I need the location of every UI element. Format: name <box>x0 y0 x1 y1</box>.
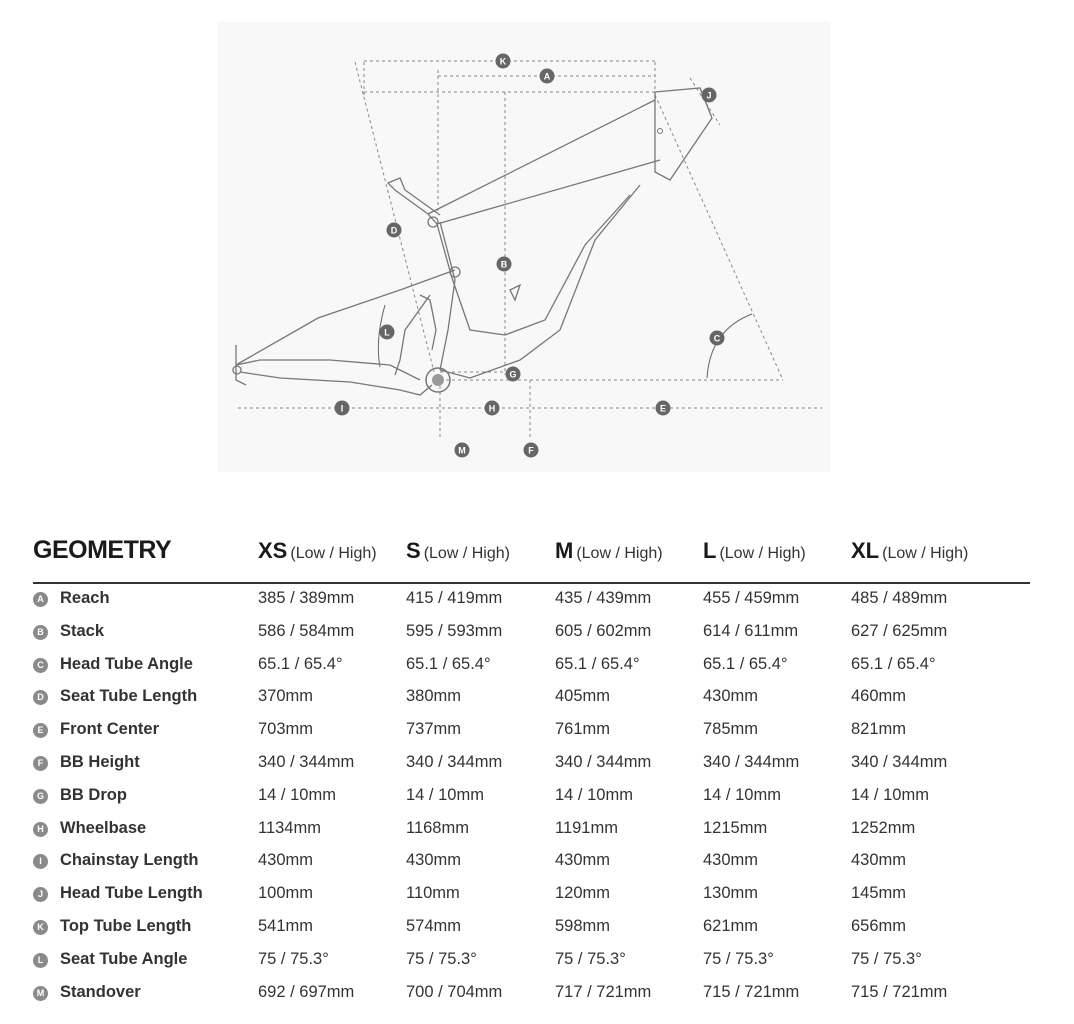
row-key-badge: C <box>33 658 48 673</box>
row-value: 715 / 721mm <box>851 982 948 1001</box>
row-value: 595 / 593mm <box>406 621 503 640</box>
svg-text:B: B <box>500 259 508 270</box>
table-title: GEOMETRY <box>33 536 172 564</box>
table-row <box>33 846 1030 879</box>
size-header-xs: XS (Low / High) <box>258 538 377 563</box>
row-label: Seat Tube Length <box>60 687 198 706</box>
row-value: 100mm <box>258 884 314 903</box>
row-label: Head Tube Angle <box>60 654 193 673</box>
row-value: 485 / 489mm <box>851 589 948 607</box>
row-value: 605 / 602mm <box>555 621 652 640</box>
row-label: Top Tube Length <box>60 916 192 935</box>
frame-geometry-diagram <box>0 0 1074 490</box>
size-header-m: M (Low / High) <box>555 538 663 563</box>
row-key-badge: H <box>33 822 48 837</box>
table-row <box>33 781 1030 814</box>
row-key-badge: I <box>33 854 48 869</box>
row-key-badge: M <box>33 986 48 1001</box>
table-row <box>33 912 1030 945</box>
row-value: 703mm <box>258 720 314 739</box>
row-value: 460mm <box>851 687 907 706</box>
row-value: 761mm <box>555 720 611 739</box>
svg-text:H: H <box>488 403 496 414</box>
row-label: Wheelbase <box>60 818 147 837</box>
row-value: 785mm <box>703 720 759 739</box>
row-value: 430mm <box>703 851 759 870</box>
row-key-badge: J <box>33 887 48 902</box>
svg-text:L: L <box>384 327 390 338</box>
callout-d <box>387 223 402 238</box>
svg-text:A: A <box>543 71 551 82</box>
row-value: 65.1 / 65.4° <box>703 654 788 673</box>
table-row <box>33 650 1030 683</box>
table-row <box>33 945 1030 978</box>
row-value: 614 / 611mm <box>703 621 799 640</box>
callout-j <box>702 88 717 103</box>
svg-text:J: J <box>706 90 712 101</box>
table-row <box>33 617 1030 650</box>
svg-text:F: F <box>528 445 534 456</box>
row-value: 14 / 10mm <box>406 785 484 804</box>
row-value: 415 / 419mm <box>406 589 503 607</box>
table-row <box>33 748 1030 781</box>
row-value: 627 / 625mm <box>851 621 948 640</box>
row-key-badge: A <box>33 592 48 607</box>
row-value: 430mm <box>703 687 759 706</box>
svg-text:E: E <box>659 403 667 414</box>
row-key-badge: G <box>33 789 48 804</box>
row-value: 405mm <box>555 687 611 706</box>
row-value: 120mm <box>555 884 611 903</box>
row-label: Reach <box>60 589 110 607</box>
row-value: 340 / 344mm <box>703 752 800 771</box>
row-value: 586 / 584mm <box>258 621 355 640</box>
row-value: 821mm <box>851 720 907 739</box>
callout-m <box>455 443 470 458</box>
row-key-badge: L <box>33 953 48 968</box>
row-value: 1134mm <box>258 818 321 837</box>
size-header-xl: XL (Low / High) <box>851 538 969 563</box>
bottom-bracket-center <box>432 374 444 386</box>
callout-i <box>335 401 350 416</box>
table-row <box>33 682 1030 715</box>
row-value: 700 / 704mm <box>406 982 503 1001</box>
callout-c <box>710 331 725 346</box>
table-header <box>33 530 1030 584</box>
size-header-l: L (Low / High) <box>703 538 806 563</box>
geometry-table <box>33 530 1030 1010</box>
svg-text:M: M <box>458 445 466 456</box>
row-value: 340 / 344mm <box>406 752 503 771</box>
row-label: Front Center <box>60 720 159 739</box>
row-value: 692 / 697mm <box>258 982 355 1001</box>
row-value: 14 / 10mm <box>258 785 336 804</box>
row-value: 656mm <box>851 916 907 935</box>
row-value: 130mm <box>703 884 759 903</box>
callout-g <box>506 367 521 382</box>
svg-text:I: I <box>340 403 344 414</box>
svg-text:C: C <box>713 333 721 344</box>
row-label: BB Height <box>60 752 140 771</box>
row-value: 430mm <box>406 851 462 870</box>
row-value: 430mm <box>258 851 314 870</box>
row-value: 1168mm <box>406 818 469 837</box>
table-row <box>33 814 1030 847</box>
row-value: 75 / 75.3° <box>555 949 626 968</box>
size-header-s: S (Low / High) <box>406 538 510 563</box>
row-value: 574mm <box>406 916 462 935</box>
row-value: 65.1 / 65.4° <box>851 654 936 673</box>
row-key-badge: D <box>33 690 48 705</box>
row-value: 340 / 344mm <box>555 752 652 771</box>
row-label: Seat Tube Angle <box>60 949 188 968</box>
row-value: 75 / 75.3° <box>851 949 922 968</box>
row-value: 1215mm <box>703 818 768 837</box>
callout-l <box>380 325 395 340</box>
row-value: 370mm <box>258 687 314 706</box>
callout-k <box>496 54 511 69</box>
callout-e <box>656 401 671 416</box>
row-value: 75 / 75.3° <box>703 949 774 968</box>
callout-h <box>485 401 500 416</box>
row-value: 340 / 344mm <box>851 752 948 771</box>
callout-a <box>540 69 555 84</box>
row-key-badge: E <box>33 723 48 738</box>
row-value: 717 / 721mm <box>555 982 652 1001</box>
row-value: 14 / 10mm <box>851 785 929 804</box>
row-value: 435 / 439mm <box>555 589 652 607</box>
row-label: Stack <box>60 621 105 640</box>
callout-b <box>497 257 512 272</box>
row-value: 145mm <box>851 884 907 903</box>
row-value: 385 / 389mm <box>258 589 355 607</box>
row-value: 430mm <box>851 851 907 870</box>
row-key-badge: F <box>33 756 48 771</box>
row-value: 715 / 721mm <box>703 982 800 1001</box>
table-row <box>33 715 1030 748</box>
row-value: 14 / 10mm <box>703 785 781 804</box>
row-value: 455 / 459mm <box>703 589 800 607</box>
row-value: 65.1 / 65.4° <box>406 654 491 673</box>
row-value: 65.1 / 65.4° <box>555 654 640 673</box>
svg-text:G: G <box>509 369 517 380</box>
row-label: Head Tube Length <box>60 884 203 903</box>
row-label: Standover <box>60 982 141 1001</box>
table-body <box>33 584 1030 1010</box>
table-row <box>33 879 1030 912</box>
row-value: 14 / 10mm <box>555 785 633 804</box>
row-value: 1252mm <box>851 818 916 837</box>
row-key-badge: B <box>33 625 48 640</box>
table-row <box>33 584 1030 617</box>
row-value: 598mm <box>555 916 611 935</box>
row-value: 110mm <box>406 884 460 903</box>
row-key-badge: K <box>33 920 48 935</box>
row-value: 1191mm <box>555 818 618 837</box>
row-value: 75 / 75.3° <box>406 949 477 968</box>
svg-text:K: K <box>499 56 507 67</box>
row-label: Chainstay Length <box>60 851 199 870</box>
table-row <box>33 978 1030 1011</box>
row-value: 65.1 / 65.4° <box>258 654 343 673</box>
row-value: 430mm <box>555 851 611 870</box>
row-label: BB Drop <box>60 785 127 804</box>
row-value: 75 / 75.3° <box>258 949 329 968</box>
callout-f <box>524 443 539 458</box>
row-value: 380mm <box>406 687 462 706</box>
row-value: 340 / 344mm <box>258 752 355 771</box>
row-value: 621mm <box>703 916 759 935</box>
row-value: 541mm <box>258 916 314 935</box>
svg-text:D: D <box>390 225 398 236</box>
row-value: 737mm <box>406 720 462 739</box>
diagram-background <box>218 22 830 472</box>
